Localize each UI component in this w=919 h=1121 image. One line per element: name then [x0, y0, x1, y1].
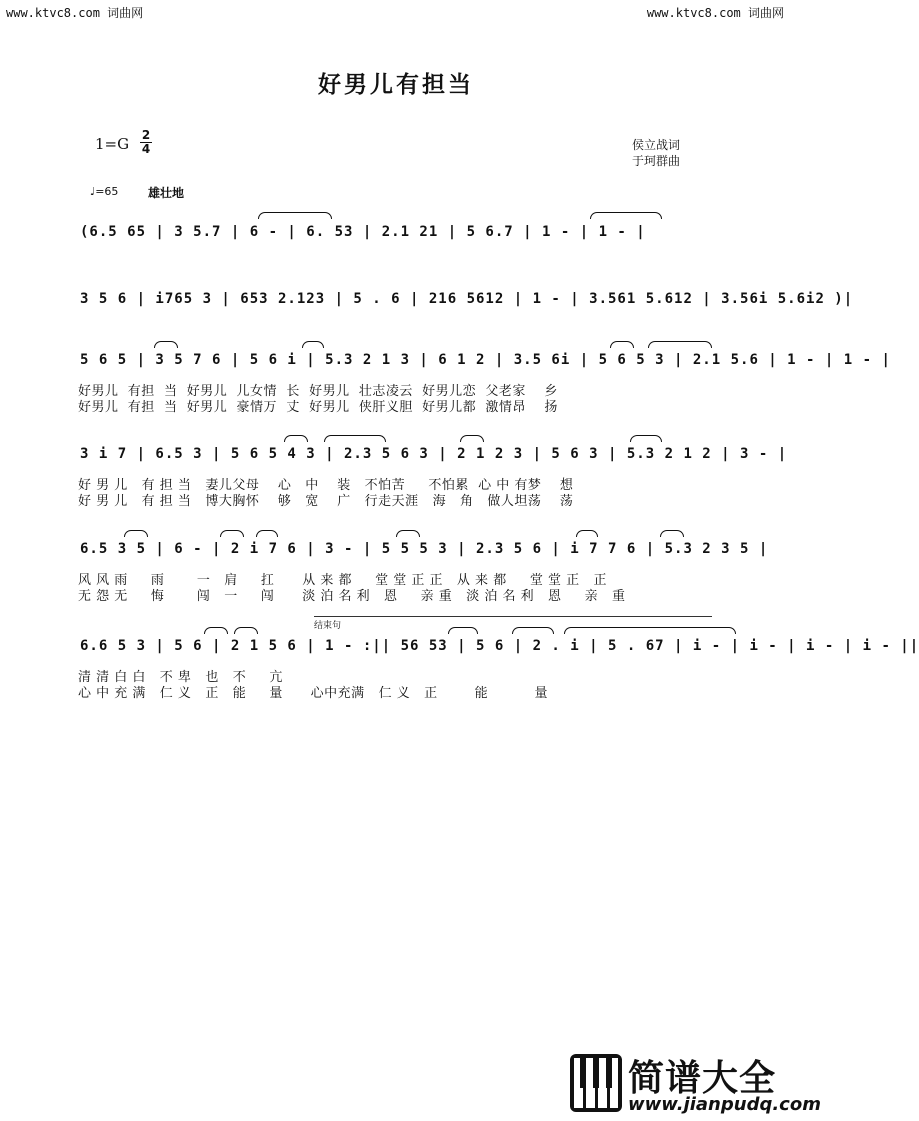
site-logo — [570, 1050, 821, 1118]
notes-row: 3 5 6 | i765 3 | 653 2.123 | 5 . 6 | 216 5612 | 1 - | 3.561 5.612 | 3.56i 5.6i2 )| — [80, 291, 854, 307]
slur — [660, 530, 684, 537]
slur — [512, 627, 554, 634]
staff-row-4 — [80, 444, 788, 470]
slur — [284, 435, 308, 442]
slur — [154, 341, 178, 348]
notes-row: 5 6 5 | 3 5 7 6 | 5 6 i | 5.3 2 1 3 | 6 1 2 | 3.5 6i | 5 6 5 3 | 2.1 5.6 | 1 - | 1 - | — [80, 352, 891, 368]
notes-row: 3 i 7 | 6.5 3 | 5 6 5 4 3 | 2.3 5 6 3 | 2 1 2 3 | 5 6 3 | 5.3 2 1 2 | 3 - | — [80, 446, 788, 462]
ending-label-text: 结束句 — [314, 621, 342, 631]
lyrics-line-4b: 心 中 充 满 仁 义 正 能 量 心中充满 仁 义 正 能 量 — [78, 686, 548, 701]
header-site-left: www.ktvc8.com 词曲网 — [6, 6, 144, 20]
slur — [630, 435, 662, 442]
meter-bottom: 4 — [141, 142, 151, 156]
slur — [648, 341, 712, 348]
lyrics-line-3a: 风 风 雨 雨 一 肩 扛 从 来 都 堂 堂 正 正 从 来 都 堂 堂 正 正 — [78, 573, 608, 588]
notes-row: 6.6 5 3 | 5 6 | 2 1 5 6 | 1 - :|| 56 53 | 5 6 | 2 . i | 5 . 67 | i - | i - | i - | i - || — [80, 638, 919, 654]
slur — [124, 530, 148, 537]
lyricist: 侯立战词 — [632, 138, 681, 152]
slur — [234, 627, 258, 634]
staff-row-6 — [80, 636, 919, 662]
slur — [576, 530, 598, 537]
slur — [220, 530, 244, 537]
slur — [302, 341, 324, 348]
slur — [204, 627, 228, 634]
staff-row-2 — [80, 289, 854, 315]
lyrics-line-3b: 无 怨 无 悔 闯 一 闯 淡 泊 名 利 恩 亲 重 淡 泊 名 利 恩 亲 重 — [78, 589, 626, 604]
slur — [610, 341, 634, 348]
meter-top: 2 — [141, 128, 151, 142]
header-site-right: www.ktvc8.com 词曲网 — [646, 6, 784, 20]
lyrics-line-2b: 好 男 儿 有 担 当 博大胸怀 够 宽 广 行走天涯 海 角 做人坦荡 荡 — [78, 494, 574, 509]
logo-url: www.jianpudq.com — [628, 1094, 821, 1115]
staff-row-1 — [80, 222, 720, 248]
notes-row: 6.5 3 5 | 6 - | 2 i 7 6 | 3 - | 5 5 5 3 | 2.3 5 6 | i 7 7 6 | 5.3 2 3 5 | — [80, 541, 769, 557]
slur — [590, 212, 662, 219]
slur — [324, 435, 386, 442]
lyrics-line-1b: 好男儿 有担 当 好男儿 豪情万 丈 好男儿 侠肝义胆 好男儿都 激情昂 扬 — [78, 400, 558, 415]
lyrics-line-4a: 清 清 白 白 不 卑 也 不 亢 — [78, 670, 283, 685]
slur — [256, 530, 278, 537]
logo-text: 简谱大全 — [628, 1058, 777, 1099]
slur — [448, 627, 478, 634]
credits — [632, 137, 680, 169]
composer: 于珂群曲 — [632, 154, 681, 168]
staff-row-5 — [80, 539, 769, 565]
song-title: 好男儿有担当 — [318, 71, 474, 98]
lyrics-line-1a: 好男儿 有担 当 好男儿 儿女情 长 好男儿 壮志凌云 好男儿恋 父老家 乡 — [78, 384, 558, 399]
slur — [460, 435, 484, 442]
time-signature — [140, 129, 152, 156]
piano-keys-icon — [570, 1054, 622, 1112]
expression-mark: 雄壮地 — [148, 186, 185, 200]
slur — [396, 530, 420, 537]
staff-row-3 — [80, 350, 891, 376]
lyrics-line-2a: 好 男 儿 有 担 当 妻儿父母 心 中 装 不怕苦 不怕累 心 中 有梦 想 — [78, 478, 574, 493]
key-signature: 1=G — [95, 135, 130, 153]
slur — [564, 627, 736, 634]
slur — [258, 212, 332, 219]
tempo-mark: ♩=65 — [90, 185, 119, 198]
notes-row: (6.5 65 | 3 5.7 | 6 - | 6. 53 | 2.1 21 | 5 6.7 | 1 - | 1 - | — [80, 224, 646, 240]
